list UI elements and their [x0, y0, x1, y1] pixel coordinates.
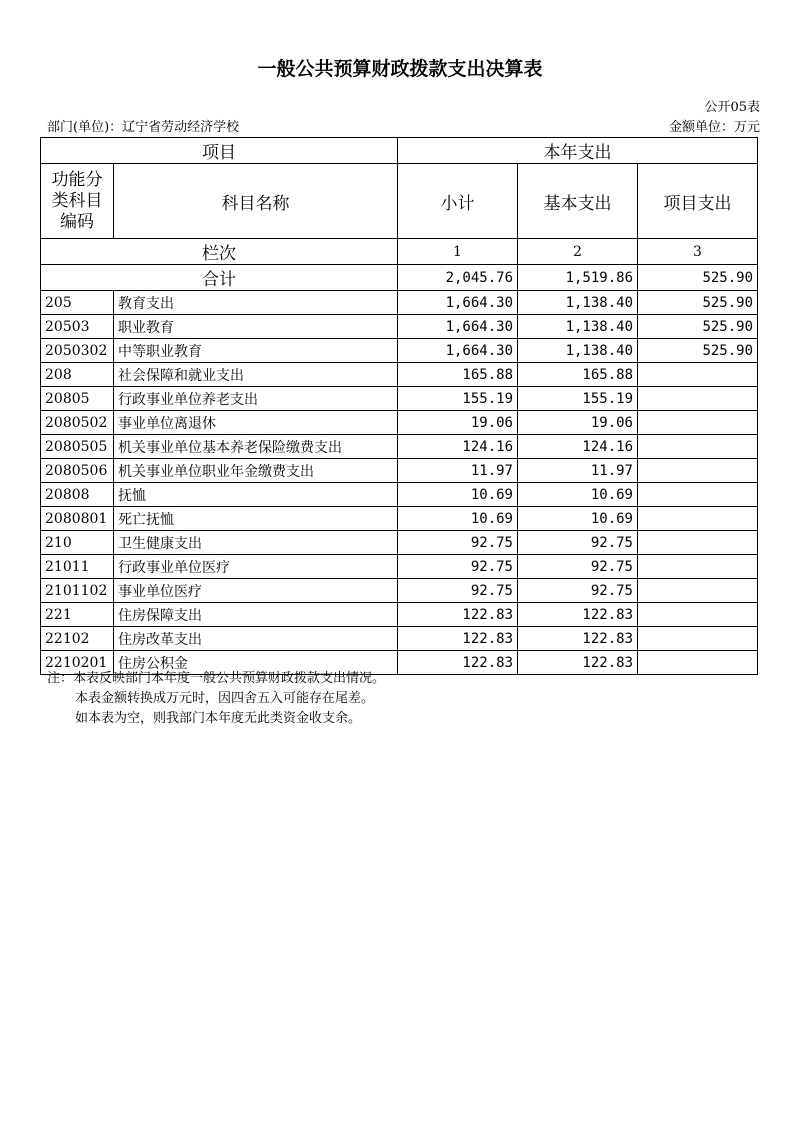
row-code: 2080801 — [41, 507, 114, 531]
row-basic: 1,138.40 — [518, 291, 638, 315]
total-item: 525.90 — [638, 265, 758, 291]
note-2: 本表金额转换成万元时，因四舍五入可能存在尾差。 — [75, 691, 375, 706]
notes — [47, 669, 385, 729]
table-row — [41, 339, 758, 363]
table-row — [41, 579, 758, 603]
row-item — [638, 387, 758, 411]
table-row — [41, 555, 758, 579]
row-basic: 10.69 — [518, 507, 638, 531]
row-subtotal: 1,664.30 — [398, 339, 518, 363]
row-item — [638, 483, 758, 507]
table-row — [41, 363, 758, 387]
total-row — [41, 265, 758, 291]
row-name: 行政事业单位医疗 — [114, 555, 398, 579]
unit-label: 金额单位：万元 — [668, 120, 760, 135]
table-row — [41, 627, 758, 651]
row-item — [638, 627, 758, 651]
department-label: 部门(单位)：辽宁省劳动经济学校 — [47, 120, 240, 135]
column-index-row — [41, 239, 758, 265]
row-basic: 92.75 — [518, 555, 638, 579]
table-row — [41, 483, 758, 507]
row-code: 208 — [41, 363, 114, 387]
row-subtotal: 1,664.30 — [398, 291, 518, 315]
row-name: 机关事业单位职业年金缴费支出 — [114, 459, 398, 483]
row-subtotal: 92.75 — [398, 579, 518, 603]
row-code: 20805 — [41, 387, 114, 411]
row-item — [638, 531, 758, 555]
total-subtotal: 2,045.76 — [398, 265, 518, 291]
row-subtotal: 122.83 — [398, 627, 518, 651]
header-code: 功能分类科目编码 — [41, 164, 114, 239]
row-subtotal: 10.69 — [398, 483, 518, 507]
row-basic: 122.83 — [518, 603, 638, 627]
row-item — [638, 459, 758, 483]
row-item — [638, 435, 758, 459]
row-code: 22102 — [41, 627, 114, 651]
row-item: 525.90 — [638, 315, 758, 339]
row-item — [638, 411, 758, 435]
header-row-2 — [41, 164, 758, 239]
row-code: 205 — [41, 291, 114, 315]
table-row — [41, 387, 758, 411]
row-item — [638, 603, 758, 627]
row-code: 2080502 — [41, 411, 114, 435]
row-basic: 19.06 — [518, 411, 638, 435]
header-basic: 基本支出 — [518, 164, 638, 239]
row-code: 2080506 — [41, 459, 114, 483]
row-basic: 165.88 — [518, 363, 638, 387]
row-name: 事业单位医疗 — [114, 579, 398, 603]
row-item — [638, 651, 758, 675]
row-item — [638, 579, 758, 603]
row-basic: 10.69 — [518, 483, 638, 507]
row-subtotal: 122.83 — [398, 603, 518, 627]
row-code: 210 — [41, 531, 114, 555]
table-row — [41, 291, 758, 315]
table-row — [41, 459, 758, 483]
header-item: 项目支出 — [638, 164, 758, 239]
header-name: 科目名称 — [114, 164, 398, 239]
header-project: 项目 — [41, 138, 398, 164]
row-subtotal: 155.19 — [398, 387, 518, 411]
row-subtotal: 122.83 — [398, 651, 518, 675]
row-code: 21011 — [41, 555, 114, 579]
row-code: 20503 — [41, 315, 114, 339]
total-label: 合计 — [41, 265, 398, 291]
table-row — [41, 435, 758, 459]
row-subtotal: 1,664.30 — [398, 315, 518, 339]
row-basic: 122.83 — [518, 651, 638, 675]
row-item: 525.90 — [638, 291, 758, 315]
table-row — [41, 603, 758, 627]
row-basic: 1,138.40 — [518, 339, 638, 363]
row-basic: 1,138.40 — [518, 315, 638, 339]
expenditure-table — [40, 137, 758, 675]
total-basic: 1,519.86 — [518, 265, 638, 291]
row-item: 525.90 — [638, 339, 758, 363]
column-index-2: 2 — [518, 239, 638, 265]
column-index-label: 栏次 — [41, 239, 398, 265]
row-code: 221 — [41, 603, 114, 627]
row-basic: 11.97 — [518, 459, 638, 483]
row-name: 行政事业单位养老支出 — [114, 387, 398, 411]
row-subtotal: 11.97 — [398, 459, 518, 483]
note-3: 如本表为空，则我部门本年度无此类资金收支余。 — [75, 711, 362, 726]
row-basic: 124.16 — [518, 435, 638, 459]
table-row — [41, 531, 758, 555]
row-subtotal: 165.88 — [398, 363, 518, 387]
row-code: 2210201 — [41, 651, 114, 675]
row-name: 住房公积金 — [114, 651, 398, 675]
row-item — [638, 507, 758, 531]
row-name: 教育支出 — [114, 291, 398, 315]
row-code: 2101102 — [41, 579, 114, 603]
row-name: 抚恤 — [114, 483, 398, 507]
row-name: 死亡抚恤 — [114, 507, 398, 531]
row-name: 卫生健康支出 — [114, 531, 398, 555]
column-index-1: 1 — [398, 239, 518, 265]
row-basic: 122.83 — [518, 627, 638, 651]
row-code: 20808 — [41, 483, 114, 507]
row-subtotal: 92.75 — [398, 531, 518, 555]
row-code: 2080505 — [41, 435, 114, 459]
row-item — [638, 363, 758, 387]
header-current-year: 本年支出 — [398, 138, 758, 164]
table-row — [41, 411, 758, 435]
row-subtotal: 124.16 — [398, 435, 518, 459]
row-basic: 155.19 — [518, 387, 638, 411]
row-name: 社会保障和就业支出 — [114, 363, 398, 387]
table-row — [41, 507, 758, 531]
row-name: 事业单位离退休 — [114, 411, 398, 435]
row-subtotal: 92.75 — [398, 555, 518, 579]
note-1: 注：本表反映部门本年度一般公共预算财政拨款支出情况。 — [47, 671, 386, 686]
table-row — [41, 315, 758, 339]
row-subtotal: 19.06 — [398, 411, 518, 435]
row-basic: 92.75 — [518, 531, 638, 555]
form-code: 公开05表 — [704, 100, 760, 115]
row-code: 2050302 — [41, 339, 114, 363]
row-name: 住房改革支出 — [114, 627, 398, 651]
header-subtotal: 小计 — [398, 164, 518, 239]
row-name: 住房保障支出 — [114, 603, 398, 627]
row-basic: 92.75 — [518, 579, 638, 603]
report-title: 一般公共预算财政拨款支出决算表 — [257, 58, 543, 80]
row-name: 中等职业教育 — [114, 339, 398, 363]
header-row-1 — [41, 138, 758, 164]
row-name: 职业教育 — [114, 315, 398, 339]
column-index-3: 3 — [638, 239, 758, 265]
row-item — [638, 555, 758, 579]
row-subtotal: 10.69 — [398, 507, 518, 531]
row-name: 机关事业单位基本养老保险缴费支出 — [114, 435, 398, 459]
